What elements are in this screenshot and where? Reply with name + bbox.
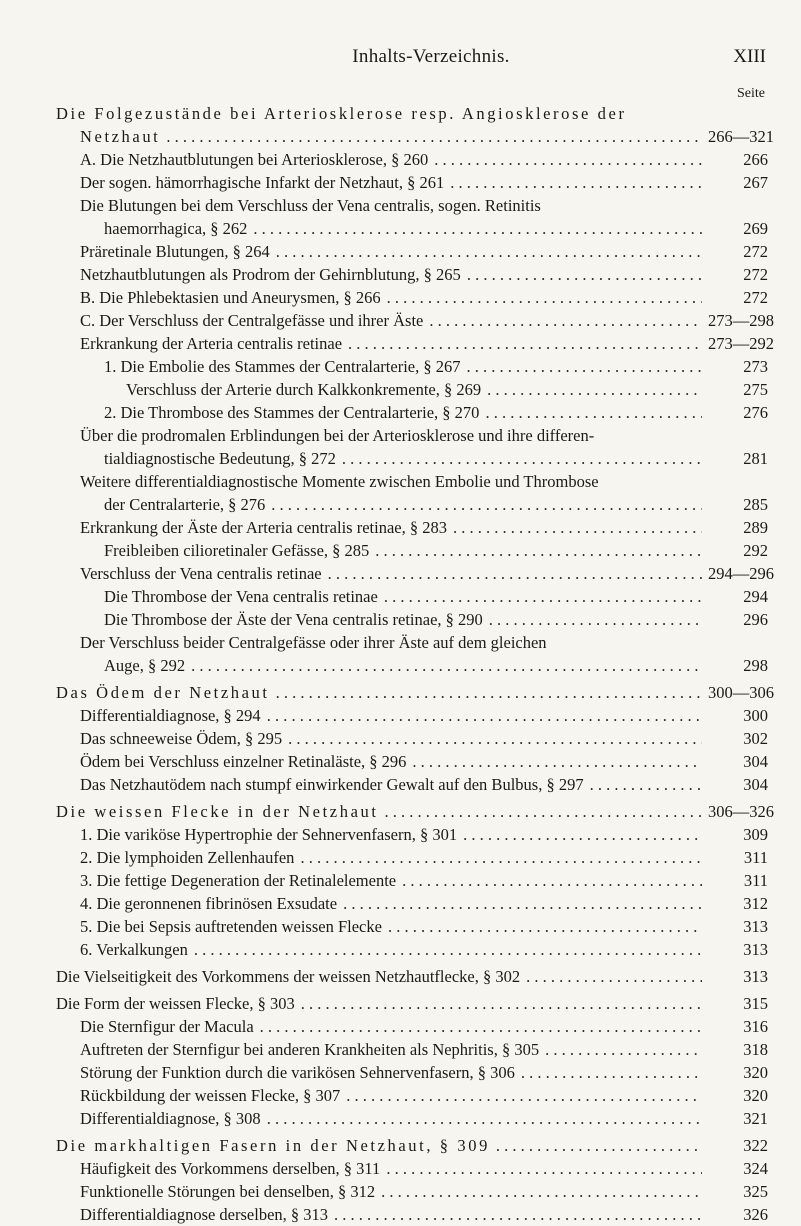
toc-entry-text: Der sogen. hämorrhagische Infarkt der Netzhaut, § 261 <box>80 173 445 192</box>
dot-leader <box>467 263 702 286</box>
toc-page-number: 311 <box>743 871 768 890</box>
toc-entry <box>56 424 768 470</box>
toc-entry-text: Die Sternfigur der Macula <box>80 1017 254 1036</box>
dot-leader <box>590 773 702 796</box>
toc-page-number: 272 <box>743 265 768 284</box>
dot-leader <box>342 447 702 470</box>
toc-page-number: 320 <box>743 1063 768 1082</box>
toc-page-number: 315 <box>743 994 768 1013</box>
dot-leader <box>487 378 702 401</box>
toc-entry-text-continued: der Centralarterie, § 276 <box>104 495 266 514</box>
toc-entry-text: Differentialdiagnose, § 308 <box>80 1109 261 1128</box>
dot-leader <box>463 823 702 846</box>
toc-entry <box>56 263 768 286</box>
toc-page-number: 298 <box>743 656 768 675</box>
dot-leader <box>402 869 702 892</box>
toc-entry-text: Die Form der weissen Flecke, § 303 <box>56 994 295 1013</box>
toc-page-number: 300—306 <box>708 683 774 702</box>
toc-entry-text: Die Thrombose der Vena centralis retinae <box>104 587 378 606</box>
toc-entry <box>56 1061 768 1084</box>
toc-page-number: 322 <box>743 1136 768 1155</box>
toc-entry <box>56 915 768 938</box>
toc-entry-text: Erkrankung der Äste der Arteria centralis retinae, § 283 <box>80 518 447 537</box>
dot-leader <box>288 727 702 750</box>
toc-page-number: 325 <box>743 1182 768 1201</box>
dot-leader <box>386 1157 702 1180</box>
toc-entry-text: Die markhaltigen Fasern in der Netzhaut, § 309 <box>56 1136 490 1155</box>
dot-leader <box>429 309 702 332</box>
toc-entry-text: 2. Die lymphoiden Zellenhaufen <box>80 848 295 867</box>
dot-leader <box>328 562 702 585</box>
toc-entry <box>56 704 768 727</box>
toc-entry-text: Präretinale Blutungen, § 264 <box>80 242 270 261</box>
dot-leader <box>384 585 702 608</box>
toc-entry-text-continued: Netzhaut <box>80 127 161 146</box>
dot-leader <box>489 608 702 631</box>
toc-entry-text-continued: Auge, § 292 <box>104 656 186 675</box>
toc-entry-text: Das Ödem der Netzhaut <box>56 683 270 702</box>
toc-page-number: 294 <box>743 587 768 606</box>
dot-leader <box>260 1015 702 1038</box>
dot-leader <box>545 1038 702 1061</box>
toc-entry <box>56 681 774 704</box>
toc-entry-text: Ödem bei Verschluss einzelner Retinaläste, § 296 <box>80 752 407 771</box>
toc-entry <box>56 846 768 869</box>
toc-entry-text: Netzhautblutungen als Prodrom der Gehirnblutung, § 265 <box>80 265 461 284</box>
toc-entry <box>56 1084 768 1107</box>
toc-entry <box>56 992 768 1015</box>
dot-leader <box>485 401 702 424</box>
dot-leader <box>387 286 702 309</box>
dot-leader <box>434 148 702 171</box>
dot-leader <box>271 493 702 516</box>
toc-entry <box>56 309 774 332</box>
toc-entry-text: Die Folgezustände bei Arteriosklerose resp. Angiosklerose der <box>56 104 627 123</box>
toc-page-number: 320 <box>743 1086 768 1105</box>
toc-entry-text: Erkrankung der Arteria centralis retinae <box>80 334 343 353</box>
toc-entry <box>56 869 768 892</box>
dot-leader <box>300 846 702 869</box>
toc-entry <box>56 1203 768 1226</box>
toc-page-number: 267 <box>743 173 768 192</box>
toc-entry-text: Funktionelle Störungen bei denselben, § 312 <box>80 1182 376 1201</box>
toc-entry-text: Auftreten der Sternfigur bei anderen Krankheiten als Nephritis, § 305 <box>80 1040 540 1059</box>
toc-entry <box>56 892 768 915</box>
toc-page-number: 273—298 <box>708 311 774 330</box>
toc-entry-text: 6. Verkalkungen <box>80 940 188 959</box>
toc-entry-text: Das schneeweise Ödem, § 295 <box>80 729 283 748</box>
dot-leader <box>343 892 702 915</box>
toc-page-number: 326 <box>743 1205 768 1224</box>
dot-leader <box>381 1180 702 1203</box>
dot-leader <box>526 965 702 988</box>
toc-entry <box>56 750 768 773</box>
dot-leader <box>267 704 702 727</box>
toc-page-number: 269 <box>743 219 768 238</box>
toc-entry <box>56 727 768 750</box>
toc-entry <box>56 800 774 823</box>
dot-leader <box>388 915 702 938</box>
toc-page-number: 304 <box>743 752 768 771</box>
toc-entry-text: Die weissen Flecke in der Netzhaut <box>56 802 379 821</box>
toc-page-number: 313 <box>743 940 768 959</box>
toc-entry <box>56 355 768 378</box>
toc-entry-text: Rückbildung der weissen Flecke, § 307 <box>80 1086 341 1105</box>
toc-page-number: 306—326 <box>708 802 774 821</box>
toc-entry <box>56 773 768 796</box>
toc-page-number: 313 <box>743 917 768 936</box>
toc-entry <box>56 401 768 424</box>
toc-page-number: 266—321 <box>708 127 774 146</box>
seite-label: Seite <box>737 86 765 101</box>
toc-page-number: 272 <box>743 242 768 261</box>
toc-page-number: 289 <box>743 518 768 537</box>
toc-entry-text: Weitere differentialdiagnostische Momente zwischen Embolie und Thrombose <box>80 472 599 491</box>
toc-entry-text: Das Netzhautödem nach stumpf einwirkender Gewalt auf den Bulbus, § 297 <box>80 775 584 794</box>
toc-page-number: 311 <box>743 848 768 867</box>
toc-page-number: 309 <box>743 825 768 844</box>
dot-leader <box>521 1061 702 1084</box>
toc-entry-text: C. Der Verschluss der Centralgefässe und ihrer Äste <box>80 311 424 330</box>
toc-page-number: 275 <box>743 380 768 399</box>
dot-leader <box>276 240 702 263</box>
toc-entry-text: Verschluss der Arterie durch Kalkkonkremente, § 269 <box>126 380 482 399</box>
toc-page-number: 273 <box>743 357 768 376</box>
toc-entry-text: Über die prodromalen Erblindungen bei der Arteriosklerose und ihre differen- <box>80 426 595 445</box>
toc-entry-text: Störung der Funktion durch die varikösen Sehnervenfasern, § 306 <box>80 1063 515 1082</box>
toc-entry <box>56 332 774 355</box>
toc-entry-text: 5. Die bei Sepsis auftretenden weissen Flecke <box>80 917 382 936</box>
dot-leader <box>334 1203 702 1226</box>
toc-entry <box>56 1134 768 1157</box>
toc-entry <box>56 562 774 585</box>
toc-page-number: 296 <box>743 610 768 629</box>
toc-entry <box>56 1157 768 1180</box>
dot-leader <box>375 539 702 562</box>
toc-entry <box>56 240 768 263</box>
dot-leader <box>385 800 702 823</box>
toc-entry-text: 2. Die Thrombose des Stammes der Centralarterie, § 270 <box>104 403 480 422</box>
toc-entry <box>56 585 768 608</box>
toc-entry <box>56 171 768 194</box>
toc-page-number: 272 <box>743 288 768 307</box>
dot-leader <box>301 992 702 1015</box>
dot-leader <box>412 750 702 773</box>
toc-entry-text: 1. Die variköse Hypertrophie der Sehnervenfasern, § 301 <box>80 825 458 844</box>
toc-page-number: 300 <box>743 706 768 725</box>
toc-entry <box>56 194 768 240</box>
toc-entry-text: Der Verschluss beider Centralgefässe oder ihrer Äste auf dem gleichen <box>80 633 547 652</box>
table-of-contents <box>56 102 774 1226</box>
toc-entry <box>56 378 768 401</box>
dot-leader <box>267 1107 702 1130</box>
toc-entry <box>56 965 768 988</box>
dot-leader <box>496 1134 702 1157</box>
toc-page-number: 321 <box>743 1109 768 1128</box>
toc-entry-text: 3. Die fettige Degeneration der Retinalelemente <box>80 871 397 890</box>
toc-page-number: 285 <box>743 495 768 514</box>
toc-entry-text: Die Blutungen bei dem Verschluss der Vena centralis, sogen. Retinitis <box>80 196 541 215</box>
toc-entry-text: Differentialdiagnose derselben, § 313 <box>80 1205 329 1224</box>
toc-entry <box>56 1107 768 1130</box>
toc-entry-text: Häufigkeit des Vorkommens derselben, § 311 <box>80 1159 381 1178</box>
toc-page-number: 304 <box>743 775 768 794</box>
toc-page-number: 294—296 <box>708 564 774 583</box>
toc-entry <box>56 631 768 677</box>
toc-entry <box>56 608 768 631</box>
toc-entry-text: Die Thrombose der Äste der Vena centralis retinae, § 290 <box>104 610 483 629</box>
toc-entry <box>56 516 768 539</box>
toc-entry-text-continued: haemorrhagica, § 262 <box>104 219 248 238</box>
toc-page-number: 324 <box>743 1159 768 1178</box>
dot-leader <box>166 125 702 148</box>
toc-entry-text: Freibleiben cilioretinaler Gefässe, § 285 <box>104 541 370 560</box>
dot-leader <box>276 681 702 704</box>
toc-entry-text: 1. Die Embolie des Stammes der Centralarterie, § 267 <box>104 357 461 376</box>
page-title: Inhalts-Verzeichnis. <box>352 46 510 67</box>
dot-leader <box>348 332 702 355</box>
toc-entry-text: 4. Die geronnenen fibrinösen Exsudate <box>80 894 338 913</box>
toc-page-number: 292 <box>743 541 768 560</box>
toc-entry <box>56 938 768 961</box>
toc-entry <box>56 1038 768 1061</box>
toc-entry <box>56 286 768 309</box>
toc-page-number: 312 <box>743 894 768 913</box>
toc-page-number: 316 <box>743 1017 768 1036</box>
toc-page-number: 302 <box>743 729 768 748</box>
toc-page-number: 266 <box>743 150 768 169</box>
toc-entry-text: Differentialdiagnose, § 294 <box>80 706 261 725</box>
toc-entry-text: B. Die Phlebektasien und Aneurysmen, § 266 <box>80 288 381 307</box>
dot-leader <box>453 516 702 539</box>
dot-leader <box>194 938 702 961</box>
dot-leader <box>191 654 702 677</box>
dot-leader <box>450 171 702 194</box>
toc-entry-text: A. Die Netzhautblutungen bei Arteriosklerose, § 260 <box>80 150 429 169</box>
page-number: XIII <box>733 46 766 67</box>
dot-leader <box>346 1084 702 1107</box>
page-header <box>96 44 766 74</box>
toc-entry <box>56 470 768 516</box>
toc-page-number: 276 <box>743 403 768 422</box>
toc-entry-text: Die Vielseitigkeit des Vorkommens der weissen Netzhautflecke, § 302 <box>56 967 521 986</box>
toc-entry <box>56 1180 768 1203</box>
toc-page-number: 281 <box>743 449 768 468</box>
toc-entry <box>56 1015 768 1038</box>
toc-entry-text-continued: tialdiagnostische Bedeutung, § 272 <box>104 449 336 468</box>
toc-entry-text: Verschluss der Vena centralis retinae <box>80 564 322 583</box>
toc-entry <box>56 148 768 171</box>
toc-page-number: 318 <box>743 1040 768 1059</box>
toc-entry <box>56 823 768 846</box>
toc-entry <box>56 102 774 148</box>
toc-page-number: 273—292 <box>708 334 774 353</box>
toc-page-number: 313 <box>743 967 768 986</box>
dot-leader <box>466 355 702 378</box>
toc-entry <box>56 539 768 562</box>
dot-leader <box>253 217 702 240</box>
